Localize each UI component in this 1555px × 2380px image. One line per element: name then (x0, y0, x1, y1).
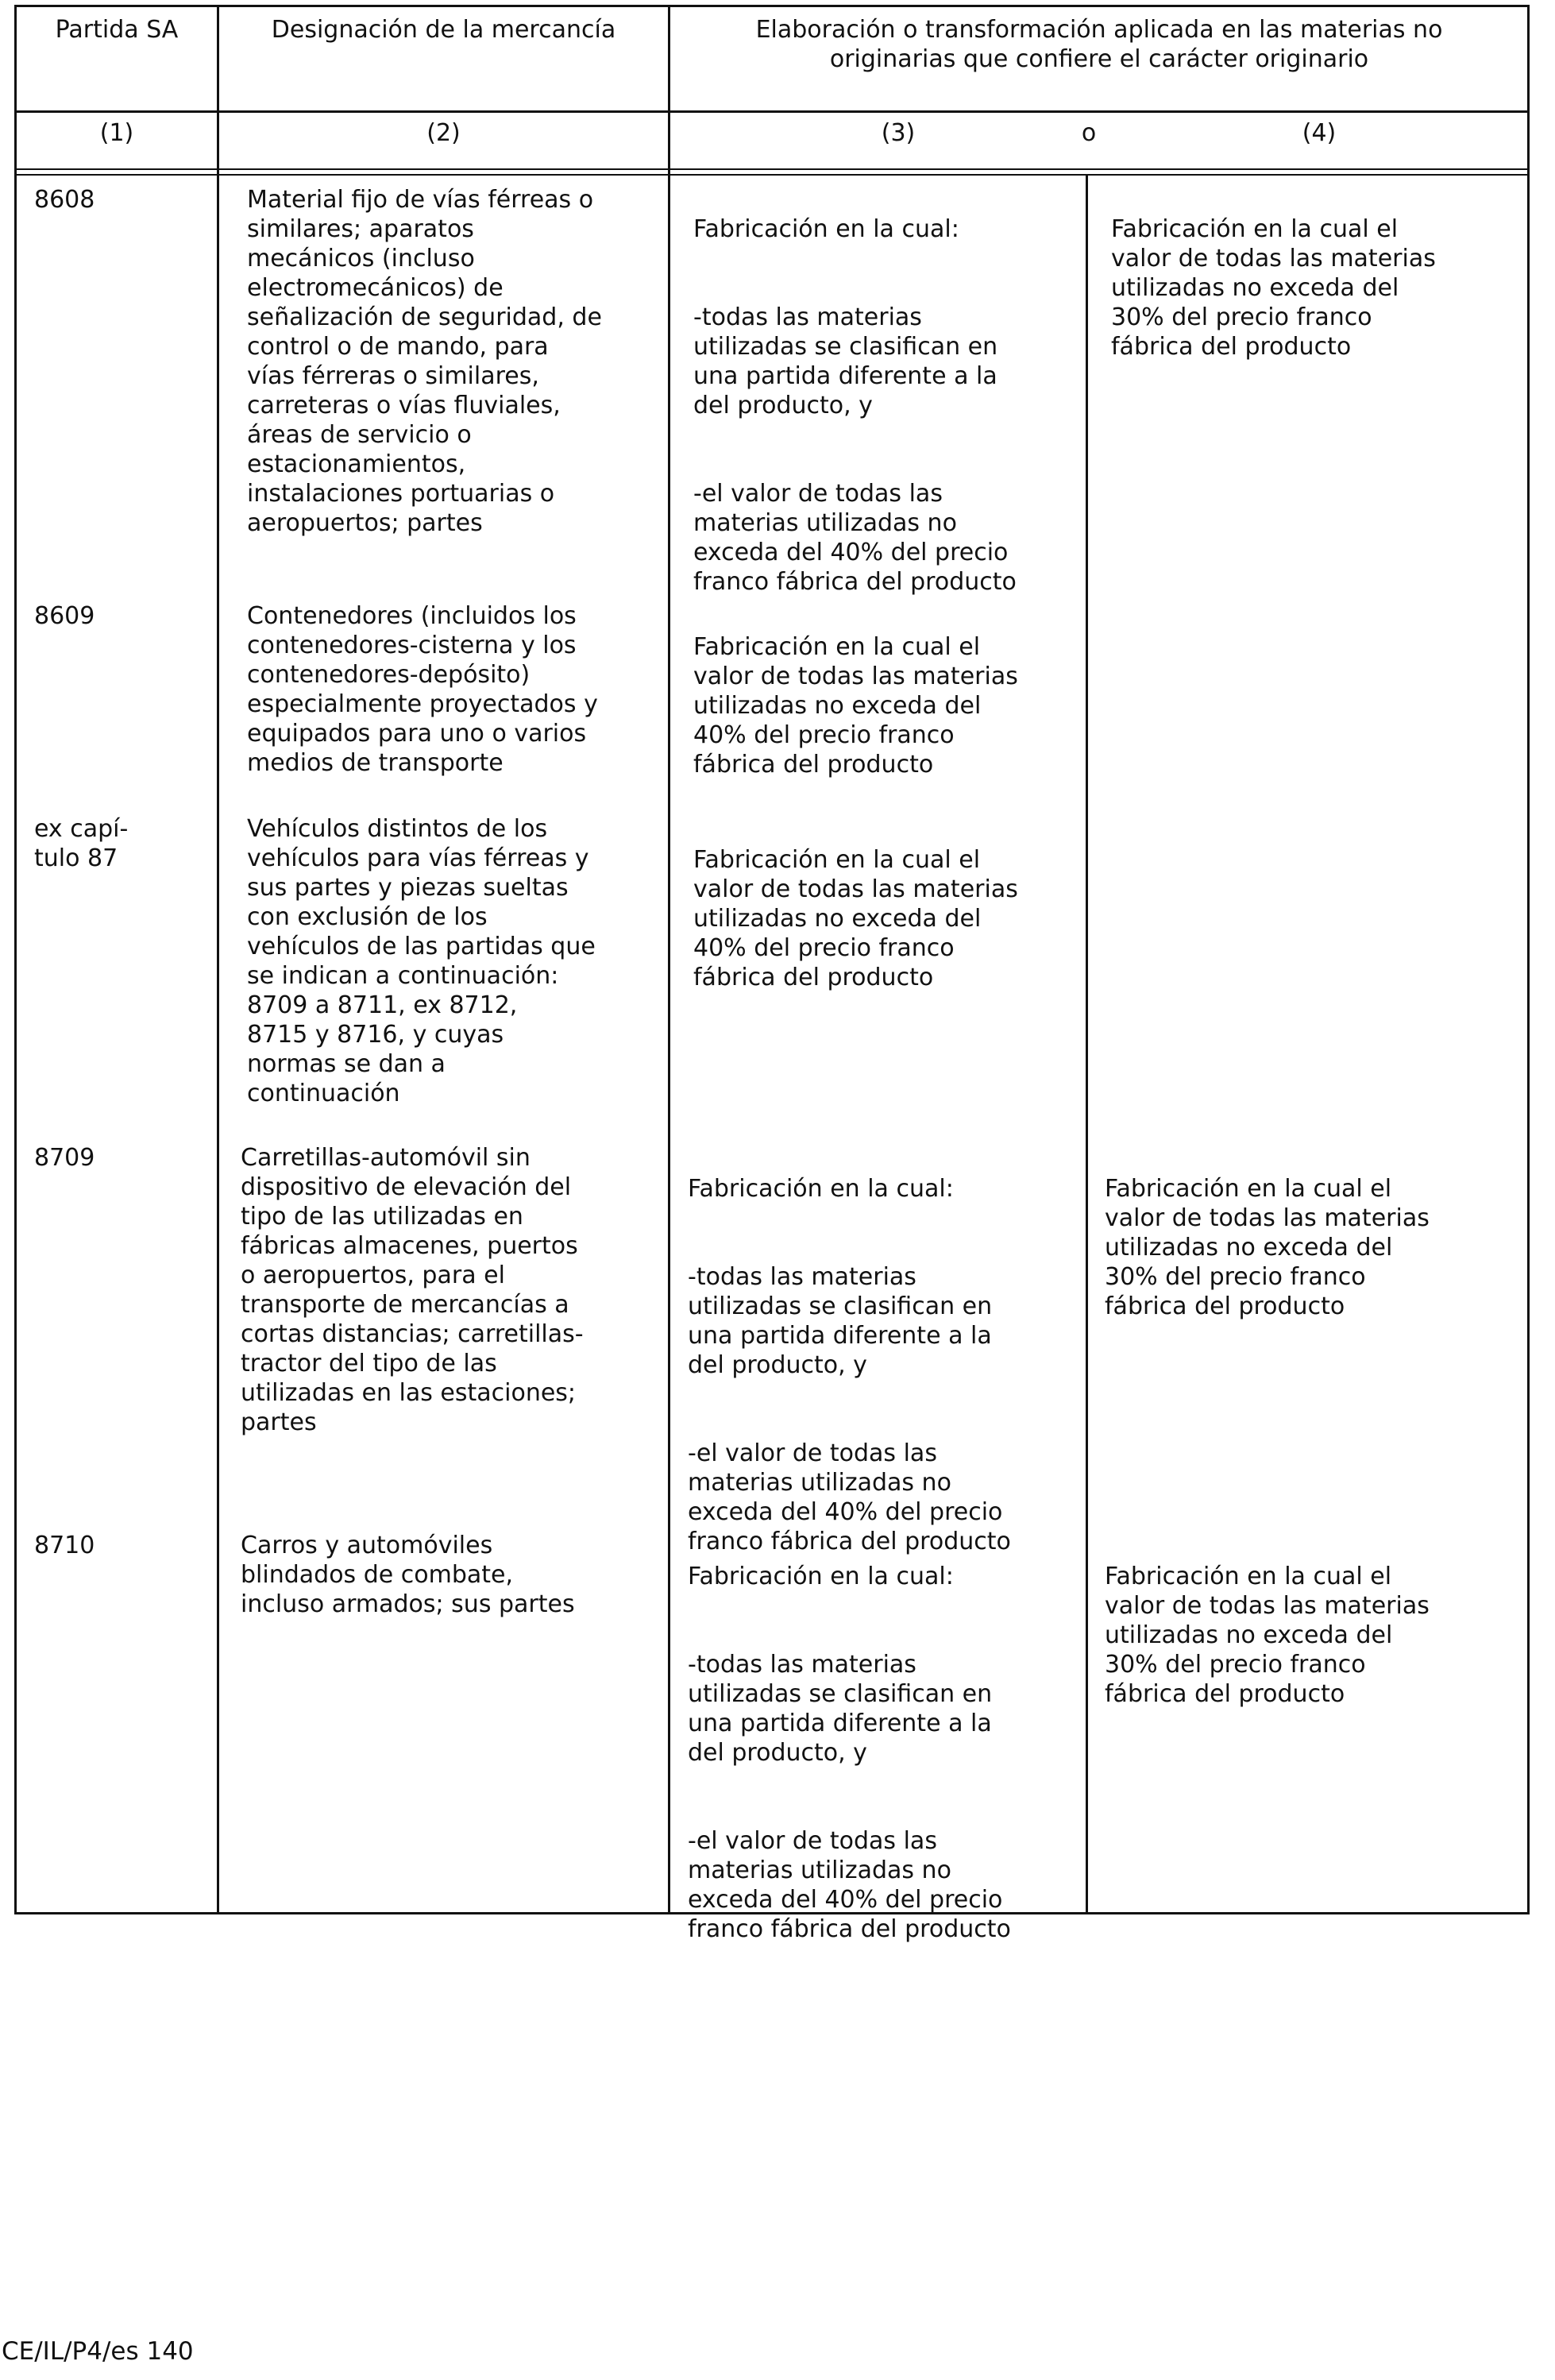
column-divider-1 (217, 7, 219, 1912)
row-code: ex capí- tulo 87 (34, 815, 129, 872)
rules-of-origin-table (14, 5, 1530, 1943)
rule-paragraph: -todas las materias utilizadas se clasifican en una partida diferente a la del producto, y (688, 1263, 993, 1379)
rule-paragraph: Fabricación en la cual: (693, 215, 959, 243)
rule-paragraph: Fabricación en la cual: (688, 1175, 954, 1203)
column-number-1: (1) (99, 119, 134, 147)
rule-paragraph: Fabricación en la cual el valor de todas las materias utilizadas no exceda del 30% del precio franco fábrica del producto (1105, 1175, 1430, 1320)
header-partida-sa: Partida SA (55, 16, 179, 44)
rule-paragraph: -el valor de todas las materias utilizadas no exceda del 40% del precio franco fábrica del producto (693, 480, 1017, 596)
row-designation: Contenedores (incluidos los contenedores-cisterna y los contenedores-depósito) especialmente proyectados y equipados para uno o varios medios de transporte (247, 602, 598, 777)
row-code: 8710 (34, 1532, 95, 1559)
row-rule-col4 (1105, 1532, 1528, 1738)
row-designation: Carretillas-automóvil sin dispositivo de elevación del tipo de las utilizadas en fábricas almacenes, puertos o aeropuertos, para el transporte de mercancías a cortas distancias; carretillas- tractor del tipo de las utilizadas en las estaciones; partes (241, 1144, 584, 1436)
row-rule-col3 (693, 603, 1082, 809)
row-designation: Carros y automóviles blindados de combate, incluso armados; sus partes (241, 1532, 575, 1618)
column-divider-2 (668, 7, 670, 1912)
rule-paragraph: Fabricación en la cual el valor de todas las materias utilizadas no exceda del 30% del precio franco fábrica del producto (1111, 215, 1436, 361)
row-designation: Vehículos distintos de los vehículos para vías férreas y sus partes y piezas sueltas con exclusión de los vehículos de las partidas que se indican a continuación: 8709 a 8711, ex 8712, 8715 y 8716, y cuyas normas se dan a continuación (247, 815, 596, 1107)
row-rule-col3 (693, 816, 1082, 1022)
row-rule-col3 (693, 185, 1082, 626)
rule-paragraph: -el valor de todas las materias utilizadas no exceda del 40% del precio franco fábrica del producto (688, 1827, 1011, 1943)
rule-paragraph: Fabricación en la cual el valor de todas las materias utilizadas no exceda del 40% del precio franco fábrica del producto (693, 846, 1018, 991)
column-number-rule-bottom (17, 174, 1527, 176)
rule-paragraph: -todas las materias utilizadas se clasifican en una partida diferente a la del producto, y (688, 1651, 993, 1767)
rule-paragraph: -el valor de todas las materias utilizadas no exceda del 40% del precio franco fábrica del producto (688, 1439, 1011, 1555)
column-number-or: o (1081, 119, 1097, 147)
rule-paragraph: Fabricación en la cual el valor de todas las materias utilizadas no exceda del 30% del precio franco fábrica del producto (1105, 1563, 1430, 1708)
header-rule (17, 110, 1527, 113)
column-number-4: (4) (1302, 119, 1337, 147)
rule-paragraph: Fabricación en la cual: (688, 1563, 954, 1590)
page-reference: CE/IL/P4/es 140 (2, 2337, 194, 2366)
row-code: 8709 (34, 1144, 95, 1172)
rule-paragraph: -todas las materias utilizadas se clasifican en una partida diferente a la del producto, y (693, 303, 998, 419)
column-divider-3 (1086, 174, 1088, 1912)
row-rule-col3 (688, 1145, 1082, 1586)
header-designacion: Designación de la mercancía (271, 16, 616, 44)
column-number-2: (2) (426, 119, 461, 147)
row-designation: Material fijo de vías férreas o similares; aparatos mecánicos (incluso electromecánicos) de señalización de seguridad, de control o de mando, para vías férreras o similares, carreteras o vías fluviales, áreas de servicio o estacionamientos, instalaciones portuarias o aeropuertos; partes (247, 186, 602, 537)
row-rule-col3 (688, 1532, 1082, 1973)
column-number-3: (3) (881, 119, 916, 147)
row-rule-col4 (1111, 185, 1528, 391)
row-code: 8609 (34, 602, 95, 630)
rule-paragraph: Fabricación en la cual el valor de todas las materias utilizadas no exceda del 40% del precio franco fábrica del producto (693, 633, 1018, 779)
column-number-rule-top (17, 168, 1527, 170)
row-code: 8608 (34, 186, 95, 214)
row-rule-col4 (1105, 1145, 1528, 1350)
header-elaboracion: Elaboración o transformación aplicada en las materias no originarias que confiere el carácter originario (755, 16, 1443, 73)
